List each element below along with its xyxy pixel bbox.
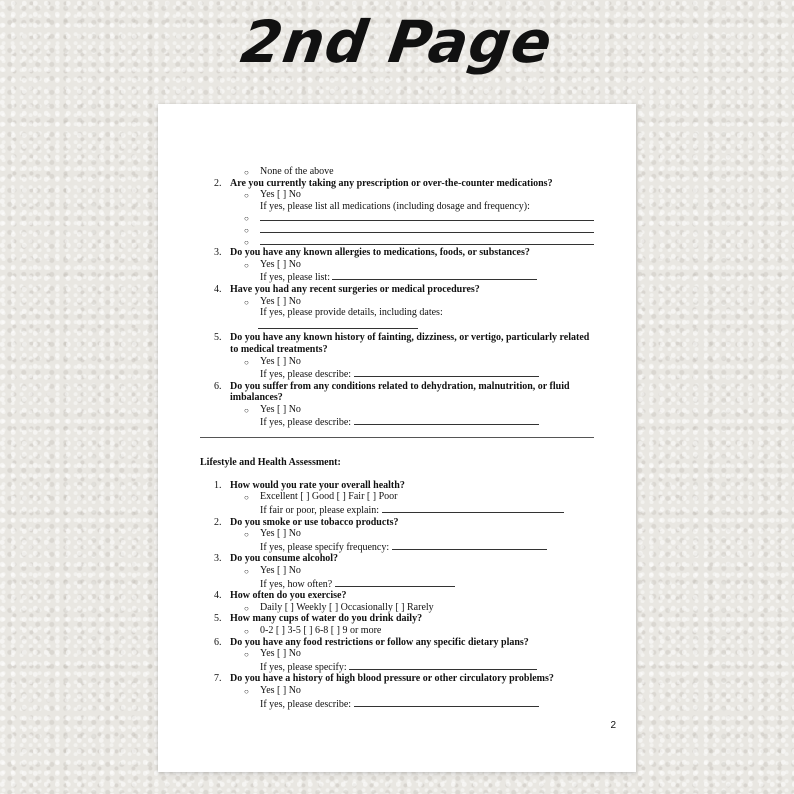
answer-line[interactable] <box>258 319 418 329</box>
question-5: 5. Do you have any known history of fainting, dizziness, or vertigo, particularly related to medical treatments? <box>214 332 590 355</box>
followup-text: If yes, how often? <box>200 577 594 591</box>
answer-line[interactable] <box>354 697 539 707</box>
lifestyle-question-2: 2. Do you smoke or use tobacco products? <box>214 516 399 528</box>
option-row[interactable]: ○ Daily [ ] Weekly [ ] Occasionally [ ] Rarely <box>244 601 434 613</box>
option-row[interactable]: ○ Yes [ ] No <box>244 648 301 660</box>
followup-text: If yes, please describe: <box>200 697 594 711</box>
circle-bullet-icon: ○ <box>244 493 249 503</box>
option-row[interactable]: ○ Yes [ ] No <box>244 295 301 307</box>
form-page <box>158 104 636 772</box>
medication-line[interactable] <box>200 236 594 248</box>
option-row[interactable]: ○ Yes [ ] No <box>244 355 301 367</box>
banner-title: 2nd Page <box>237 8 557 76</box>
circle-bullet-icon: ○ <box>244 603 249 613</box>
lifestyle-question-5: 5. How many cups of water do you drink daily? <box>214 613 423 625</box>
followup-text: If yes, please specify: <box>200 660 594 674</box>
page-number: 2 <box>610 720 616 732</box>
medication-line[interactable] <box>200 212 594 224</box>
option-row[interactable]: ○ Yes [ ] No <box>244 565 301 576</box>
followup-text: If yes, please specify frequency: <box>200 540 594 554</box>
question-4: 4. Have you had any recent surgeries or medical procedures? <box>214 283 480 295</box>
question-2: 2. Are you currently taking any prescription or over-the-counter medications? <box>214 177 553 189</box>
option-row[interactable]: ○ 0-2 [ ] 3-5 [ ] 6-8 [ ] 9 or more <box>244 624 382 636</box>
lifestyle-question-7: 7. Do you have a history of high blood pressure or other circulatory problems? <box>214 673 554 685</box>
medication-line[interactable] <box>200 224 594 236</box>
option-row[interactable]: ○ Yes [ ] No <box>244 258 301 270</box>
question-6: 6. Do you suffer from any conditions related to dehydration, malnutrition, or fluid imbalances? <box>214 380 570 404</box>
option-row[interactable]: ○ Yes [ ] No <box>244 403 301 415</box>
circle-bullet-icon: ○ <box>244 650 249 660</box>
option-row[interactable]: ○ Yes [ ] No <box>244 684 301 696</box>
answer-line[interactable] <box>354 367 539 377</box>
option-row[interactable]: ○ Excellent [ ] Good [ ] Fair [ ] Poor <box>244 491 398 503</box>
followup-text: If yes, please list all medications (including dosage and frequency): <box>260 200 530 212</box>
followup-text: If yes, please provide details, including dates: <box>260 307 443 319</box>
circle-bullet-icon: ○ <box>244 225 249 235</box>
circle-bullet-icon: ○ <box>244 260 249 270</box>
lifestyle-question-4: 4. How often do you exercise? <box>214 590 347 602</box>
option-row[interactable]: ○ Yes [ ] No <box>244 528 301 540</box>
circle-bullet-icon: ○ <box>244 214 249 224</box>
question-3: 3. Do you have any known allergies to medications, foods, or substances? <box>214 247 530 259</box>
circle-bullet-icon: ○ <box>244 191 249 201</box>
circle-bullet-icon: ○ <box>244 357 249 367</box>
answer-line[interactable] <box>260 244 594 245</box>
answer-line[interactable] <box>260 232 594 233</box>
answer-line[interactable] <box>392 540 547 550</box>
form-content <box>200 166 594 710</box>
circle-bullet-icon: ○ <box>244 405 249 415</box>
answer-line[interactable] <box>349 660 537 670</box>
answer-line[interactable] <box>382 503 564 513</box>
circle-bullet-icon: ○ <box>244 530 249 540</box>
answer-line[interactable] <box>332 270 537 280</box>
circle-bullet-icon: ○ <box>244 168 249 177</box>
circle-bullet-icon: ○ <box>244 686 249 696</box>
section-divider <box>200 429 594 445</box>
lifestyle-question-3: 3. Do you consume alcohol? <box>214 553 339 565</box>
option-row: ○ None of the above <box>244 166 334 177</box>
lifestyle-question-1: 1. How would you rate your overall health? <box>214 479 405 491</box>
circle-bullet-icon: ○ <box>244 626 249 636</box>
followup-text: If fair or poor, please explain: <box>200 503 594 517</box>
answer-line[interactable] <box>335 577 455 587</box>
followup-text: If yes, please describe: <box>200 367 594 381</box>
followup-text: If yes, please describe: <box>200 415 594 429</box>
circle-bullet-icon: ○ <box>244 237 249 247</box>
answer-line[interactable] <box>260 220 594 221</box>
answer-line[interactable] <box>354 415 539 425</box>
circle-bullet-icon: ○ <box>244 567 249 576</box>
circle-bullet-icon: ○ <box>244 297 249 307</box>
lifestyle-question-6: 6. Do you have any food restrictions or follow any specific dietary plans? <box>214 636 529 648</box>
followup-text: If yes, please list: <box>200 270 594 284</box>
answer-row[interactable] <box>200 319 594 333</box>
option-row[interactable]: ○ Yes [ ] No <box>244 189 301 201</box>
section-title: Lifestyle and Health Assessment: <box>200 456 341 468</box>
